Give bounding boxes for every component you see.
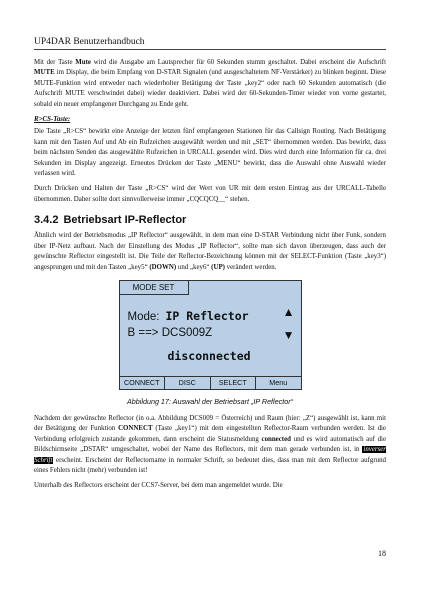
inverse-text-sample: inverser Schrift [34,446,386,464]
softkey-connect: CONNECT [120,377,166,389]
down-arrow-icon: ▼ [282,327,295,342]
mute-display-term: MUTE [34,69,55,77]
lcd-softkey-bar [120,376,301,389]
running-header: UP4DAR Benutzerhandbuch [34,37,386,50]
rcs-subheading: R>CS-Taste: [34,116,71,124]
softkey-menu: Menu [269,377,288,387]
paragraph-ccs7: Unterhalb des Reflectors erscheint der CCS7-Server, bei dem man angemeldet wurde. Die [34,482,283,490]
paragraph-rcs-hold: Durch Drücken und Halten der Taste „R>CS“ wird der Wert von UR mit dem ersten Eintrag aus der URCALL-Tabelle übernommen. Daher sollte dort sinnvollerweise immer „CQCQCQ__“ stehen. [34,185,386,203]
paragraph-mute: Mit der Taste Mute wird die Ausgabe am Lautsprecher für 60 Sekunden stumm geschaltet. Dabei erscheint die Aufschrift MUTE im Display, die beim Empfang von D-STAR Signalen (und ausgeschaltetem NF-Verstärker) zu blinken beginnt. Diese MUTE-Funktion wird entweder nach wiederholter Betätigung der Taste „key2“ oder nach 60 Sekunden automatisch (die Aufschrift MUTE verschwindet dabei) wieder deaktiviert. Dabei wird der 60-Sekunden-Timer wieder von vorne gestartet, sobald ein neuer empfangener Durchgang zu Ende geht. [34,59,386,108]
lcd-mode-label: Mode: [127,310,160,323]
up-arrow-icon: ▲ [282,304,295,319]
figure [34,280,386,390]
page-number: 18 [378,549,386,558]
section-heading [34,213,386,227]
lcd-mode-value: IP Reflector [165,308,249,323]
lcd-connection-status: disconnected [167,348,251,363]
paragraph-rcs: Die Taste „R>CS“ bewirkt eine Anzeige der letzten fünf empfangenen Stationen für das Callsign Routing. Nach Betätigung kann mit den Tasten Auf und Ab ein Rufzeichen ausgewählt werden und mit „SET“ übernommen werden. Das bewirkt, dass beim nächsten Senden das ausgewählte Rufzeichen in URCALL gesendet wird. Dies wird durch eine Information für ca. drei Sekunden im Display angezeigt. Erneutes Drücken der Taste „MENU“ bewirkt, dass die Auswahl ohne Auswahl wieder verlassen wird. [34,128,386,178]
lcd-reflector-route: B ==> DCS009Z [127,326,213,339]
figure-caption: Abbildung 17: Auswahl der Betriebsart „IP Reflector“ [126,396,294,406]
lcd-mode-line [128,309,249,323]
section-title: Betriebsart IP-Reflector [63,214,187,227]
mute-key-term: Mute [75,59,91,66]
softkey-disc: DISC [165,377,211,389]
section-number: 3.4.2 [34,214,59,227]
paragraph-ip-reflector: Ähnlich wird der Betriebsmodus „IP Reflector“ ausgewählt, in dem man eine D-STAR Verbindung nicht über Funk, sondern über IP-Netz aufbaut. Nach der Einstellung des Modus „IP Reflector“, sollte man sich davon überzeugen, dass auch der gewünschte Reflector eingestellt ist. Die Teile der Reflector-Bezeichnung können mit der SELECT-Funktion (Taste „key3“) angesprungen und mit den Tasten „key5“ (DOWN) und „key6“ (UP) verändert werden. [34,232,386,271]
page-content [34,58,386,497]
lcd-display [119,280,302,390]
lcd-mode-set-tab: MODE SET [120,281,189,295]
softkey-select: SELECT [211,377,257,389]
paragraph-connect: Nachdem der gewünschte Reflector (in o.a. Abbildung DCS009 = Österreich) und Raum (hier: „Z“) ausgewählt ist, kann mit der Betätigung der Funktion CONNECT (Taste „key1“) mit dem eingestellten Reflector-Raum verbunden werden. Ist die Verbindung erfolgreich zustande gekommen, dann erscheint die Statusmeldung connected und es wird automatisch auf die Bildschirmseite „DSTAR“ umgeschaltet, wobei der Name des Reflectors, mit dem man gerade verbunden ist, in inverser Schrift erscheint. Erscheint der Reflectorname in normaler Schrift, so bedeutet dies, dass man mit dem Reflector aufgrund eines Fehlers nicht (mehr) verbunden ist! [34,414,386,474]
